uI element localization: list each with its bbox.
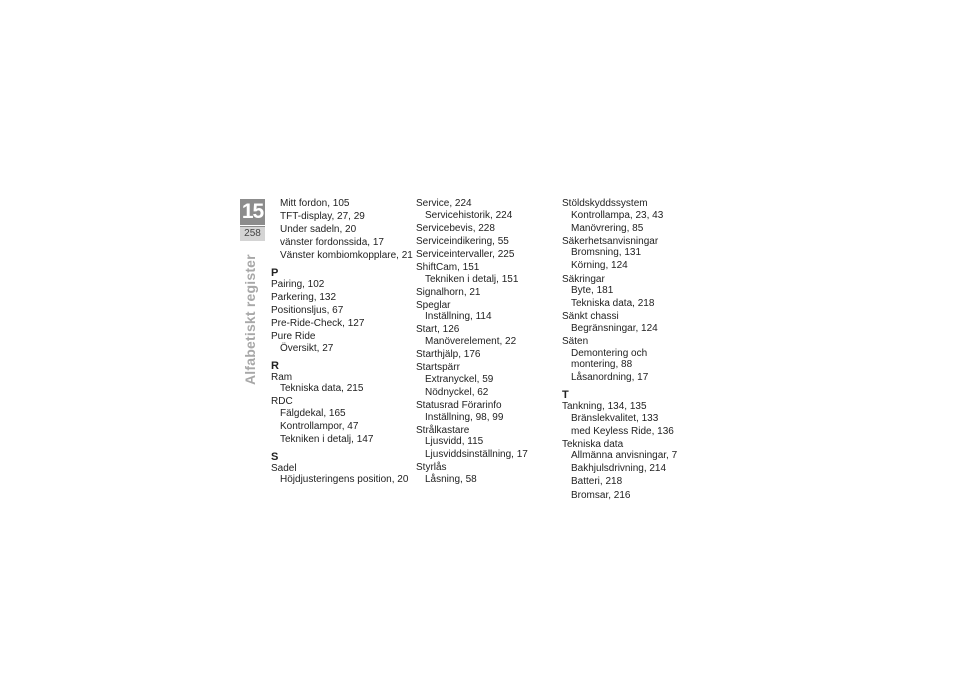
index-subentry: Manöverelement, 22 bbox=[425, 336, 517, 348]
index-entry: Pairing, 102 bbox=[271, 278, 325, 290]
index-entry: Speglar bbox=[416, 299, 451, 311]
index-entry: Säten bbox=[562, 336, 589, 348]
index-subentry: Låsanordning, 17 bbox=[571, 372, 649, 384]
index-subentry: Ljusvidd, 115 bbox=[425, 436, 484, 448]
index-entry: Tekniska data bbox=[562, 438, 624, 450]
index-entry: Serviceindikering, 55 bbox=[416, 235, 509, 247]
index-subentry: Inställning, 114 bbox=[425, 311, 492, 323]
index-letter-heading: S bbox=[271, 450, 279, 463]
index-subentry: med Keyless Ride, 136 bbox=[571, 425, 674, 437]
index-entry: Stöldskyddssystem bbox=[562, 198, 648, 209]
index-subentry: TFT-display, 27, 29 bbox=[280, 211, 365, 223]
index-subentry: Under sadeln, 20 bbox=[280, 224, 357, 236]
index-entry: Serviceintervaller, 225 bbox=[416, 248, 515, 260]
index-subentry: Nödnyckel, 62 bbox=[425, 386, 489, 398]
index-subentry: Fälgdekal, 165 bbox=[280, 407, 346, 419]
index-subentry: Kontrollampa, 23, 43 bbox=[571, 209, 664, 221]
index-entry: Statusrad Förarinfo bbox=[416, 400, 502, 411]
index-subentry: Allmänna anvisningar, 7 bbox=[571, 450, 678, 462]
index-subentry: Tekniska data, 215 bbox=[280, 383, 364, 395]
index-entry: Pure Ride bbox=[271, 331, 316, 343]
chapter-number: 15 bbox=[241, 200, 264, 223]
index-subentry: Byte, 181 bbox=[571, 285, 614, 297]
index-subentry: Demontering och bbox=[571, 347, 648, 359]
index-subentry: Batteri, 218 bbox=[571, 476, 623, 488]
index-entry: Styrlås bbox=[416, 462, 447, 474]
index-subentry: Tekniska data, 218 bbox=[571, 298, 655, 310]
index-subentry: Översikt, 27 bbox=[280, 342, 334, 354]
index-entry: Strålkastare bbox=[416, 424, 470, 436]
index-entry: Starthjälp, 176 bbox=[416, 349, 481, 361]
index-entry: Service, 224 bbox=[416, 198, 472, 209]
index-subentry: Bromsning, 131 bbox=[571, 247, 642, 259]
index-letter-heading: T bbox=[562, 388, 569, 401]
index-entry: Sadel bbox=[271, 462, 297, 474]
index-entry: Start, 126 bbox=[416, 324, 460, 336]
index-subentry: Extranyckel, 59 bbox=[425, 373, 494, 385]
index-subentry: Begränsningar, 124 bbox=[571, 322, 658, 334]
index-entry: Servicebevis, 228 bbox=[416, 222, 495, 234]
index-subentry: Höjdjusteringens position, 20 bbox=[280, 474, 409, 486]
index-entry: Signalhorn, 21 bbox=[416, 286, 481, 298]
index-entry: RDC bbox=[271, 396, 293, 408]
index-entry: Säkringar bbox=[562, 273, 605, 285]
index-entry: Tankning, 134, 135 bbox=[562, 400, 647, 412]
index-entry: Startspärr bbox=[416, 362, 460, 374]
index-subentry: Bränslekvalitet, 133 bbox=[571, 412, 659, 424]
index-entry: Sänkt chassi bbox=[562, 311, 619, 323]
index-subentry: Ljusviddsinställning, 17 bbox=[425, 449, 528, 461]
index-subentry: Mitt fordon, 105 bbox=[280, 198, 350, 209]
index-letter-heading: P bbox=[271, 266, 279, 279]
index-entry: Säkerhetsanvisningar bbox=[562, 235, 659, 247]
chapter-title: Alfabetiskt register bbox=[242, 254, 258, 385]
index-entry: Positionsljus, 67 bbox=[271, 305, 344, 317]
index-subentry: Körning, 124 bbox=[571, 260, 628, 272]
index-entry: Parkering, 132 bbox=[271, 292, 337, 304]
index-subentry: Inställning, 98, 99 bbox=[425, 411, 504, 423]
index-entry: ShiftCam, 151 bbox=[416, 261, 480, 273]
index-entry: Pre-Ride-Check, 127 bbox=[271, 318, 365, 330]
index-entry: Ram bbox=[271, 371, 293, 383]
index-column-2 bbox=[416, 198, 556, 486]
index-subentry: Tekniken i detalj, 151 bbox=[425, 273, 519, 285]
index-subentry: Låsning, 58 bbox=[425, 474, 477, 486]
index-subentry: Bakhjulsdrivning, 214 bbox=[571, 463, 667, 475]
index-subentry: Tekniken i detalj, 147 bbox=[280, 434, 374, 445]
index-column-1 bbox=[271, 198, 411, 486]
index-subentry: Bromsar, 216 bbox=[571, 489, 631, 501]
index-subentry: Vänster kombiomkopplare, 21 bbox=[280, 250, 413, 262]
index-letter-heading: R bbox=[271, 359, 279, 372]
index-column-3 bbox=[562, 198, 702, 501]
index-subentry: montering, 88 bbox=[571, 359, 633, 371]
page-number: 258 bbox=[240, 226, 265, 241]
index-subentry: vänster fordonssida, 17 bbox=[280, 237, 384, 249]
index-subentry: Manövrering, 85 bbox=[571, 222, 644, 234]
index-subentry: Servicehistorik, 224 bbox=[425, 209, 513, 221]
index-subentry: Kontrollampor, 47 bbox=[280, 420, 359, 432]
